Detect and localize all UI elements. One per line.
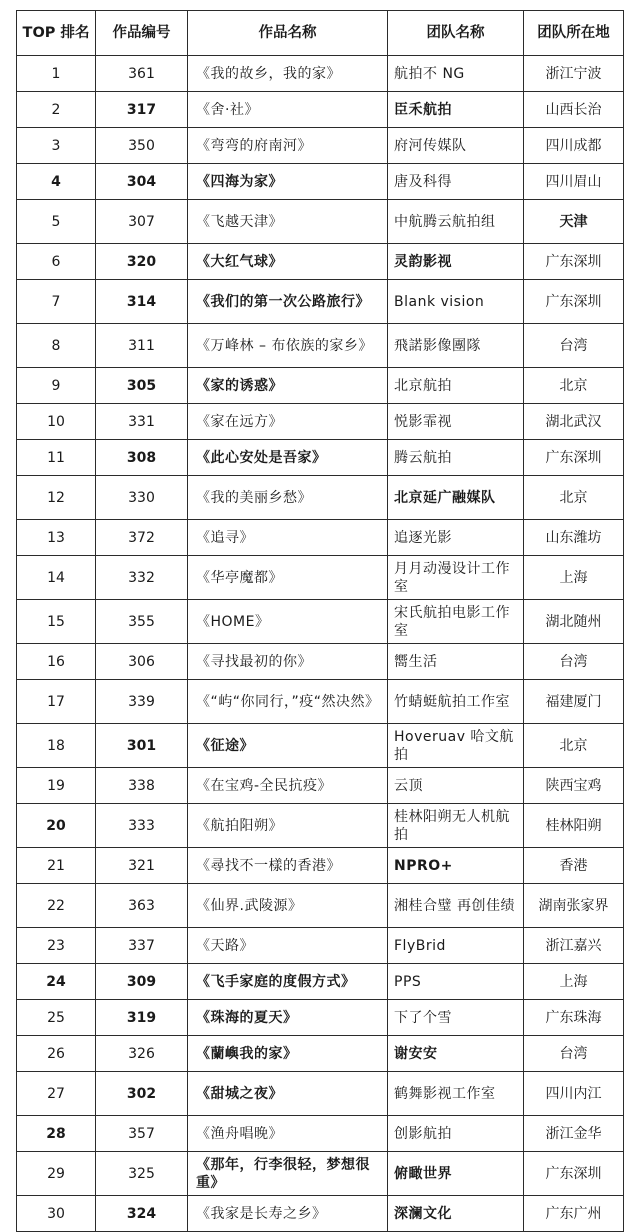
- title-cell: 《我的故乡，我的家》: [188, 56, 388, 92]
- table-row: [17, 768, 624, 804]
- rank-cell: 22: [17, 884, 96, 928]
- id-cell: 350: [96, 128, 188, 164]
- rank-cell: 5: [17, 200, 96, 244]
- location-cell: 浙江嘉兴: [524, 928, 624, 964]
- title-cell: 《征途》: [188, 724, 388, 768]
- location-cell: 四川眉山: [524, 164, 624, 200]
- location-cell: 台湾: [524, 1036, 624, 1072]
- table-row: [17, 964, 624, 1000]
- team-cell: 深澜文化: [388, 1196, 524, 1232]
- title-cell: 《渔舟唱晚》: [188, 1116, 388, 1152]
- table-row: [17, 440, 624, 476]
- title-cell: 《寻找最初的你》: [188, 644, 388, 680]
- table-row: [17, 556, 624, 600]
- title-cell: 《大红气球》: [188, 244, 388, 280]
- title-cell: 《家的诱惑》: [188, 368, 388, 404]
- location-cell: 香港: [524, 848, 624, 884]
- title-cell: 《蘭嶼我的家》: [188, 1036, 388, 1072]
- title-cell: 《此心安处是吾家》: [188, 440, 388, 476]
- id-cell: 339: [96, 680, 188, 724]
- title-cell: 《弯弯的府南河》: [188, 128, 388, 164]
- table-row: [17, 368, 624, 404]
- id-cell: 317: [96, 92, 188, 128]
- table-row: [17, 324, 624, 368]
- location-cell: 广东深圳: [524, 280, 624, 324]
- rank-cell: 4: [17, 164, 96, 200]
- team-cell: 下了个雪: [388, 1000, 524, 1036]
- location-cell: 四川内江: [524, 1072, 624, 1116]
- title-cell: 《仙界.武陵源》: [188, 884, 388, 928]
- location-cell: 广东广州: [524, 1196, 624, 1232]
- rank-cell: 3: [17, 128, 96, 164]
- id-cell: 326: [96, 1036, 188, 1072]
- id-cell: 301: [96, 724, 188, 768]
- team-cell: 北京延广融媒队: [388, 476, 524, 520]
- team-cell: 追逐光影: [388, 520, 524, 556]
- rank-cell: 14: [17, 556, 96, 600]
- table-row: [17, 600, 624, 644]
- location-cell: 天津: [524, 200, 624, 244]
- location-cell: 北京: [524, 476, 624, 520]
- title-cell: 《我的美丽乡愁》: [188, 476, 388, 520]
- table-row: [17, 244, 624, 280]
- id-cell: 321: [96, 848, 188, 884]
- team-cell: 竹蜻蜓航拍工作室: [388, 680, 524, 724]
- team-cell: 湘桂合璧 再创佳绩: [388, 884, 524, 928]
- title-cell: 《飞越天津》: [188, 200, 388, 244]
- table-row: [17, 724, 624, 768]
- rank-cell: 6: [17, 244, 96, 280]
- location-cell: 陕西宝鸡: [524, 768, 624, 804]
- title-cell: 《家在远方》: [188, 404, 388, 440]
- id-cell: 333: [96, 804, 188, 848]
- location-cell: 北京: [524, 368, 624, 404]
- team-cell: 创影航拍: [388, 1116, 524, 1152]
- title-cell: 《尋找不一樣的香港》: [188, 848, 388, 884]
- rank-cell: 12: [17, 476, 96, 520]
- rank-cell: 10: [17, 404, 96, 440]
- team-cell: 嚮生活: [388, 644, 524, 680]
- header-location: 团队所在地: [524, 11, 624, 56]
- rank-cell: 17: [17, 680, 96, 724]
- table-row: [17, 128, 624, 164]
- title-cell: 《在宝鸡-全民抗疫》: [188, 768, 388, 804]
- id-cell: 311: [96, 324, 188, 368]
- id-cell: 308: [96, 440, 188, 476]
- team-cell: 府河传媒队: [388, 128, 524, 164]
- location-cell: 湖北武汉: [524, 404, 624, 440]
- title-cell: 《华亭魔都》: [188, 556, 388, 600]
- location-cell: 山东潍坊: [524, 520, 624, 556]
- team-cell: 中航腾云航拍组: [388, 200, 524, 244]
- table-row: [17, 1116, 624, 1152]
- location-cell: 广东珠海: [524, 1000, 624, 1036]
- rank-cell: 23: [17, 928, 96, 964]
- team-cell: 北京航拍: [388, 368, 524, 404]
- table-row: [17, 1000, 624, 1036]
- id-cell: 302: [96, 1072, 188, 1116]
- title-cell: 《珠海的夏天》: [188, 1000, 388, 1036]
- location-cell: 广东深圳: [524, 244, 624, 280]
- title-cell: 《追寻》: [188, 520, 388, 556]
- ranking-table-container: [16, 10, 623, 1232]
- id-cell: 357: [96, 1116, 188, 1152]
- rank-cell: 26: [17, 1036, 96, 1072]
- id-cell: 319: [96, 1000, 188, 1036]
- title-cell: 《飞手家庭的度假方式》: [188, 964, 388, 1000]
- location-cell: 湖北随州: [524, 600, 624, 644]
- id-cell: 324: [96, 1196, 188, 1232]
- table-row: [17, 164, 624, 200]
- table-row: [17, 92, 624, 128]
- team-cell: 云顶: [388, 768, 524, 804]
- rank-cell: 15: [17, 600, 96, 644]
- rank-cell: 18: [17, 724, 96, 768]
- table-row: [17, 520, 624, 556]
- team-cell: 唐及科得: [388, 164, 524, 200]
- team-cell: PPS: [388, 964, 524, 1000]
- table-row: [17, 804, 624, 848]
- title-cell: 《“屿“你同行，”疫“然决然》: [188, 680, 388, 724]
- rank-cell: 28: [17, 1116, 96, 1152]
- team-cell: 宋氏航拍电影工作室: [388, 600, 524, 644]
- team-cell: 臣禾航拍: [388, 92, 524, 128]
- title-cell: 《那年，行李很轻，梦想很重》: [188, 1152, 388, 1196]
- table-row: [17, 928, 624, 964]
- rank-cell: 7: [17, 280, 96, 324]
- rank-cell: 24: [17, 964, 96, 1000]
- id-cell: 332: [96, 556, 188, 600]
- header-team: 团队名称: [388, 11, 524, 56]
- location-cell: 上海: [524, 556, 624, 600]
- title-cell: 《甜城之夜》: [188, 1072, 388, 1116]
- team-cell: 月月动漫设计工作室: [388, 556, 524, 600]
- location-cell: 广东深圳: [524, 440, 624, 476]
- rank-cell: 11: [17, 440, 96, 476]
- id-cell: 320: [96, 244, 188, 280]
- team-cell: 飛諾影像團隊: [388, 324, 524, 368]
- team-cell: 腾云航拍: [388, 440, 524, 476]
- table-row: [17, 1152, 624, 1196]
- id-cell: 314: [96, 280, 188, 324]
- header-rank: TOP 排名: [17, 11, 96, 56]
- table-row: [17, 848, 624, 884]
- id-cell: 307: [96, 200, 188, 244]
- location-cell: 北京: [524, 724, 624, 768]
- title-cell: 《我们的第一次公路旅行》: [188, 280, 388, 324]
- rank-cell: 16: [17, 644, 96, 680]
- id-cell: 355: [96, 600, 188, 644]
- table-header-row: [17, 11, 624, 56]
- rank-cell: 30: [17, 1196, 96, 1232]
- id-cell: 330: [96, 476, 188, 520]
- header-id: 作品编号: [96, 11, 188, 56]
- rank-cell: 20: [17, 804, 96, 848]
- table-row: [17, 1036, 624, 1072]
- location-cell: 四川成都: [524, 128, 624, 164]
- rank-cell: 13: [17, 520, 96, 556]
- location-cell: 广东深圳: [524, 1152, 624, 1196]
- rank-cell: 1: [17, 56, 96, 92]
- title-cell: 《HOME》: [188, 600, 388, 644]
- id-cell: 305: [96, 368, 188, 404]
- table-row: [17, 56, 624, 92]
- title-cell: 《舍·社》: [188, 92, 388, 128]
- id-cell: 372: [96, 520, 188, 556]
- table-row: [17, 476, 624, 520]
- team-cell: NPRO+: [388, 848, 524, 884]
- team-cell: 航拍不 NG: [388, 56, 524, 92]
- title-cell: 《万峰林 – 布依族的家乡》: [188, 324, 388, 368]
- table-row: [17, 884, 624, 928]
- title-cell: 《航拍阳朔》: [188, 804, 388, 848]
- team-cell: 悦影霏视: [388, 404, 524, 440]
- rank-cell: 8: [17, 324, 96, 368]
- team-cell: 谢安安: [388, 1036, 524, 1072]
- rank-cell: 29: [17, 1152, 96, 1196]
- rank-cell: 9: [17, 368, 96, 404]
- id-cell: 363: [96, 884, 188, 928]
- team-cell: Hoveruav 哈文航拍: [388, 724, 524, 768]
- ranking-table: [16, 10, 624, 1232]
- team-cell: 鹤舞影视工作室: [388, 1072, 524, 1116]
- id-cell: 304: [96, 164, 188, 200]
- table-row: [17, 200, 624, 244]
- id-cell: 325: [96, 1152, 188, 1196]
- location-cell: 上海: [524, 964, 624, 1000]
- location-cell: 福建厦门: [524, 680, 624, 724]
- id-cell: 337: [96, 928, 188, 964]
- id-cell: 306: [96, 644, 188, 680]
- id-cell: 338: [96, 768, 188, 804]
- team-cell: 俯瞰世界: [388, 1152, 524, 1196]
- table-row: [17, 1196, 624, 1232]
- location-cell: 湖南张家界: [524, 884, 624, 928]
- table-row: [17, 1072, 624, 1116]
- title-cell: 《天路》: [188, 928, 388, 964]
- id-cell: 361: [96, 56, 188, 92]
- location-cell: 浙江金华: [524, 1116, 624, 1152]
- location-cell: 台湾: [524, 324, 624, 368]
- location-cell: 台湾: [524, 644, 624, 680]
- team-cell: Blank vision: [388, 280, 524, 324]
- rank-cell: 25: [17, 1000, 96, 1036]
- header-title: 作品名称: [188, 11, 388, 56]
- title-cell: 《我家是长寿之乡》: [188, 1196, 388, 1232]
- team-cell: 桂林阳朔无人机航拍: [388, 804, 524, 848]
- rank-cell: 2: [17, 92, 96, 128]
- rank-cell: 19: [17, 768, 96, 804]
- title-cell: 《四海为家》: [188, 164, 388, 200]
- id-cell: 331: [96, 404, 188, 440]
- rank-cell: 21: [17, 848, 96, 884]
- location-cell: 山西长治: [524, 92, 624, 128]
- location-cell: 桂林阳朔: [524, 804, 624, 848]
- table-row: [17, 404, 624, 440]
- table-row: [17, 280, 624, 324]
- location-cell: 浙江宁波: [524, 56, 624, 92]
- table-row: [17, 680, 624, 724]
- rank-cell: 27: [17, 1072, 96, 1116]
- table-row: [17, 644, 624, 680]
- team-cell: 灵韵影视: [388, 244, 524, 280]
- id-cell: 309: [96, 964, 188, 1000]
- team-cell: FlyBrid: [388, 928, 524, 964]
